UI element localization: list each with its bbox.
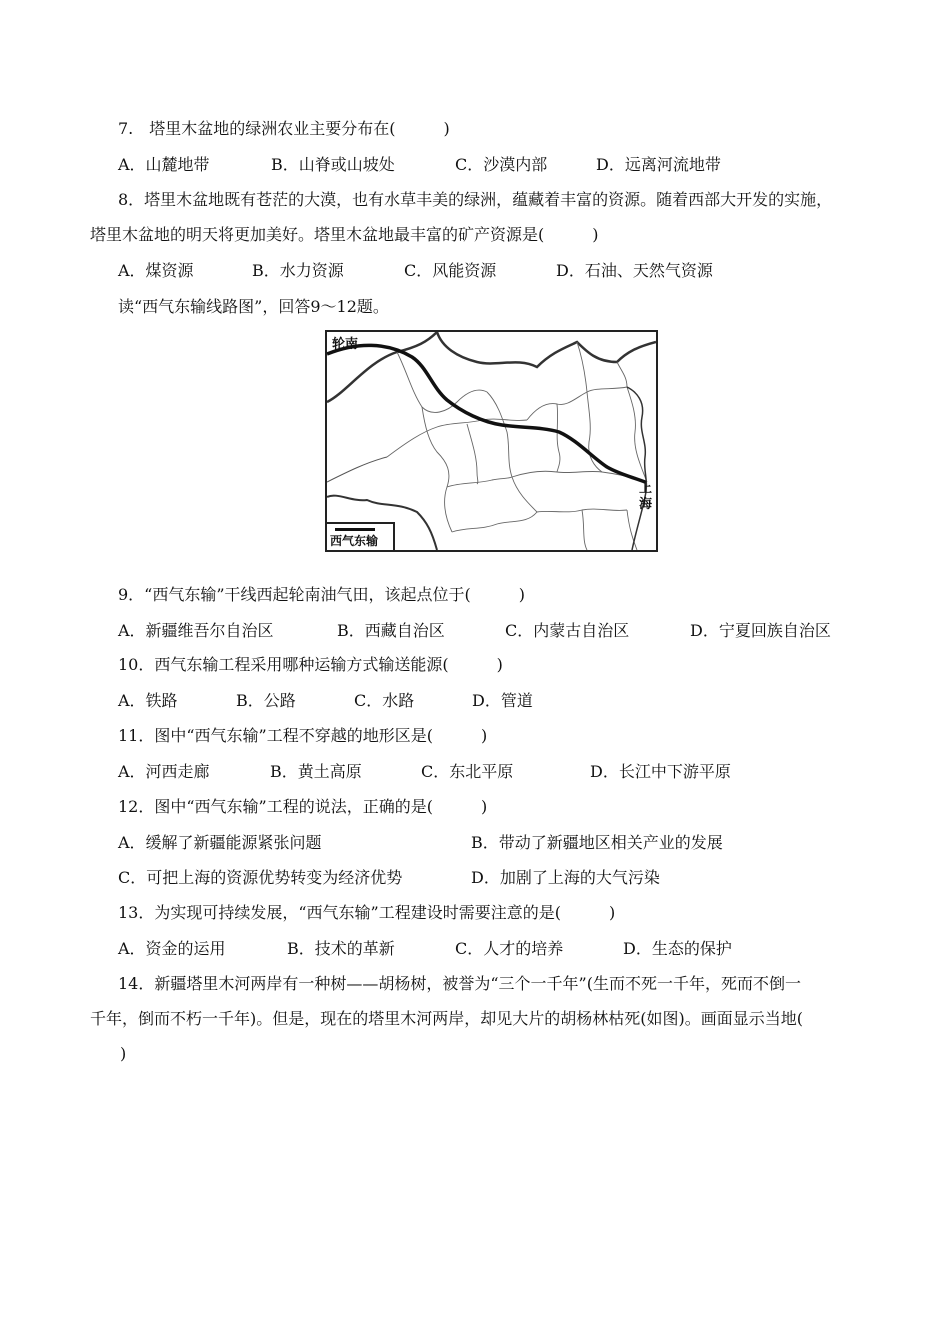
q9-option-b: B．西藏自治区 — [337, 621, 445, 640]
q9-option-a: A．新疆维吾尔自治区 — [118, 621, 274, 640]
q10-option-b: B．公路 — [236, 691, 296, 710]
pipeline-route — [327, 345, 645, 482]
q10-option-c: C．水路 — [354, 691, 415, 710]
q13-option-b: B．技术的革新 — [287, 939, 395, 958]
q10-option-a: A．铁路 — [118, 691, 178, 710]
west-east-gas-pipeline-map — [325, 330, 658, 552]
q12-option-b: B．带动了新疆地区相关产业的发展 — [471, 833, 723, 852]
q9-option-d: D．宁夏回族自治区 — [690, 621, 831, 640]
question-10-stem: 10．西气东输工程采用哪种运输方式输送能源( ) — [118, 655, 503, 674]
q13-option-d: D．生态的保护 — [623, 939, 732, 958]
q11-option-a: A．河西走廊 — [118, 762, 210, 781]
q7-option-a: A．山麓地带 — [118, 155, 210, 174]
q10-option-d: D．管道 — [472, 691, 533, 710]
map-label-shanghai-2: 海 — [639, 497, 653, 512]
q8-option-c: C．风能资源 — [404, 261, 497, 280]
q8-option-b: B．水力资源 — [252, 261, 344, 280]
map-label-shanghai-1: 上 — [639, 481, 653, 496]
q7-option-d: D．远离河流地带 — [596, 155, 721, 174]
q11-option-c: C．东北平原 — [421, 762, 514, 781]
q13-option-c: C．人才的培养 — [455, 939, 564, 958]
map-label-lunnan: 轮南 — [332, 337, 359, 352]
q11-option-d: D．长江中下游平原 — [590, 762, 731, 781]
q12-option-c: C．可把上海的资源优势转变为经济优势 — [118, 868, 403, 887]
legend-text: 西气东输 — [330, 534, 379, 548]
question-8-stem-line2: 塔里木盆地的明天将更加美好。塔里木盆地最丰富的矿产资源是( ) — [90, 225, 599, 244]
legend-line-icon — [335, 528, 375, 531]
q9-option-c: C．内蒙古自治区 — [505, 621, 630, 640]
question-14-stem-line3: ) — [120, 1044, 127, 1063]
q8-option-d: D．石油、天然气资源 — [556, 261, 713, 280]
q12-option-a: A．缓解了新疆能源紧张问题 — [118, 833, 322, 852]
map-intro-text: 读“西气东输线路图”，回答9～12题。 — [118, 297, 389, 316]
question-8-stem-line1: 8．塔里木盆地既有苍茫的大漠，也有水草丰美的绿洲，蕴藏着丰富的资源。随着西部大开发的实施， — [118, 190, 833, 209]
question-9-stem: 9．“西气东输”干线西起轮南油气田，该起点位于( ) — [118, 585, 526, 604]
question-14-stem-line1: 14．新疆塔里木河两岸有一种树——胡杨树，被誉为“三个一千年”(生而不死一千年，死而不倒一 — [118, 974, 801, 993]
question-12-stem: 12．图中“西气东输”工程的说法，正确的是( ) — [118, 797, 488, 816]
q7-option-c: C．沙漠内部 — [455, 155, 548, 174]
q8-option-a: A．煤资源 — [118, 261, 194, 280]
map-legend — [327, 522, 395, 550]
question-11-stem: 11．图中“西气东输”工程不穿越的地形区是( ) — [118, 726, 488, 745]
map-drawing — [327, 332, 656, 550]
q13-option-a: A．资金的运用 — [118, 939, 226, 958]
question-7-stem: 7. 塔里木盆地的绿洲农业主要分布在( ) — [118, 119, 450, 138]
q11-option-b: B．黄土高原 — [270, 762, 362, 781]
q12-option-d: D．加剧了上海的大气污染 — [471, 868, 660, 887]
question-14-stem-line2: 千年，倒而不朽一千年)。但是，现在的塔里木河两岸，却见大片的胡杨林枯死(如图)。画面显示当地( — [90, 1009, 803, 1028]
question-13-stem: 13．为实现可持续发展，“西气东输”工程建设时需要注意的是( ) — [118, 903, 616, 922]
national-border — [327, 332, 656, 402]
q7-option-b: B．山脊或山坡处 — [271, 155, 395, 174]
